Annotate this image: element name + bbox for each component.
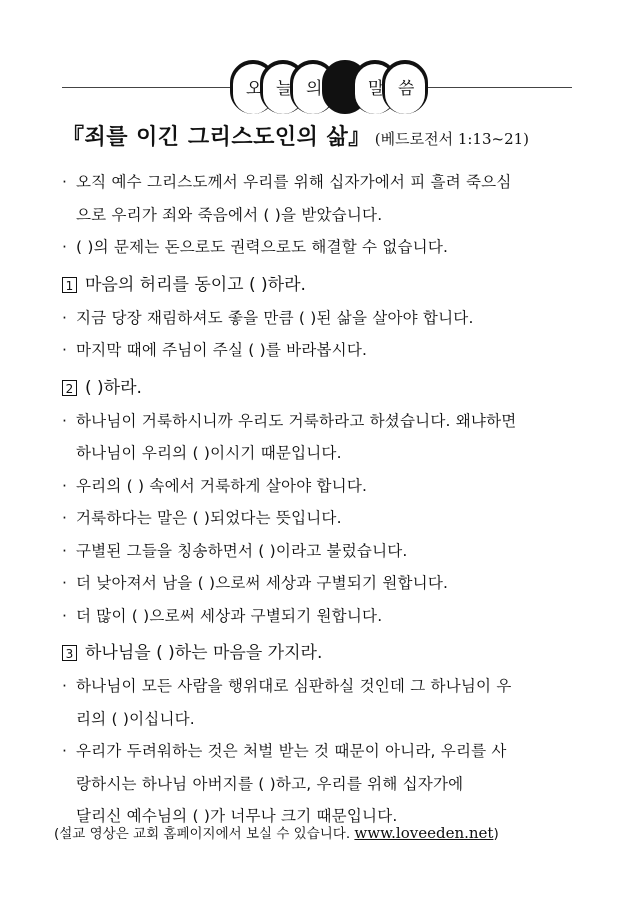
- footer-note: [54, 822, 499, 842]
- content: [62, 166, 572, 833]
- list-item: · 더 많이 ( )으로써 세상과 구별되기 원합니다.: [62, 606, 383, 625]
- bullet-dot: ·: [62, 173, 68, 191]
- intro-text-3: ( )의 문제는 돈으로도 권력으로도 해결할 수 없습니다.: [76, 238, 449, 256]
- scripture-reference: (베드로전서 1:13~21): [374, 130, 530, 148]
- section-2-heading: [62, 371, 572, 405]
- intro-text-2: 으로 우리가 죄와 죽음에서 ( )을 받았습니다.: [76, 205, 383, 224]
- section-3-title: 하나님을 ( )하는 마음을 가지라.: [85, 643, 323, 663]
- header-char-2: 늘: [276, 79, 293, 99]
- list-item: · 하나님이 모든 사람을 행위대로 심판하실 것인데 그 하나님이 우 리의 ( )이십니다.: [62, 677, 512, 728]
- section-2-title: ( )하라.: [85, 377, 142, 398]
- header-char-4: 말: [368, 79, 385, 99]
- list-item: · 마지막 때에 주님이 주실 ( )를 바라봅시다.: [62, 341, 368, 359]
- list-item: · 하나님이 거룩하시니까 우리도 거룩하라고 하셨습니다. 왜냐하면 하나님이 우리의 ( )이시기 때문입니다.: [62, 411, 517, 462]
- footer-close: ): [493, 826, 499, 842]
- church-website-link[interactable]: www.loveeden.net: [354, 824, 494, 842]
- intro-item-2: [62, 231, 572, 264]
- list-item: · 더 낮아져서 남을 ( )으로써 세상과 구별되기 원합니다.: [62, 574, 449, 592]
- header-char-1: 오: [246, 79, 263, 99]
- section-1-heading: [62, 268, 572, 302]
- page-title: 『죄를 이긴 그리스도인의 삶』: [62, 125, 371, 150]
- list-item: · 구별된 그들을 칭송하면서 ( )이라고 불렀습니다.: [62, 541, 408, 560]
- list-item: · 거룩하다는 말은 ( )되었다는 뜻입니다.: [62, 509, 342, 527]
- list-item: · 우리가 두려워하는 것은 처벌 받는 것 때문이 아니라, 우리를 사 랑하시는 하나님 아버지를 ( )하고, 우리를 위해 십자가에 달리신 예수님의 ( )가 너무나 크기 때문입니다.: [62, 742, 507, 825]
- title-line: [62, 120, 582, 151]
- header-char-3: 의: [306, 79, 323, 99]
- intro-text-1: 오직 예수 그리스도께서 우리를 위해 십자가에서 피 흘려 죽으심: [76, 173, 512, 191]
- section-3-heading: [62, 636, 572, 670]
- section-number: 1: [62, 277, 77, 293]
- header-char-5: 씀: [398, 79, 415, 99]
- header-banner: [62, 60, 572, 120]
- section-number: 2: [62, 380, 77, 396]
- section-1-title: 마음의 허리를 동이고 ( )하라.: [85, 274, 306, 295]
- bullet-dot: ·: [62, 238, 68, 256]
- section-number: 3: [62, 645, 77, 661]
- list-item: · 지금 당장 재림하셔도 좋을 만큼 ( )된 삶을 살아야 합니다.: [62, 308, 474, 327]
- footer-text: (설교 영상은 교회 홈페이지에서 보실 수 있습니다.: [54, 826, 355, 842]
- list-item: · 우리의 ( ) 속에서 거룩하게 살아야 합니다.: [62, 476, 368, 495]
- intro-item-1: [62, 166, 572, 231]
